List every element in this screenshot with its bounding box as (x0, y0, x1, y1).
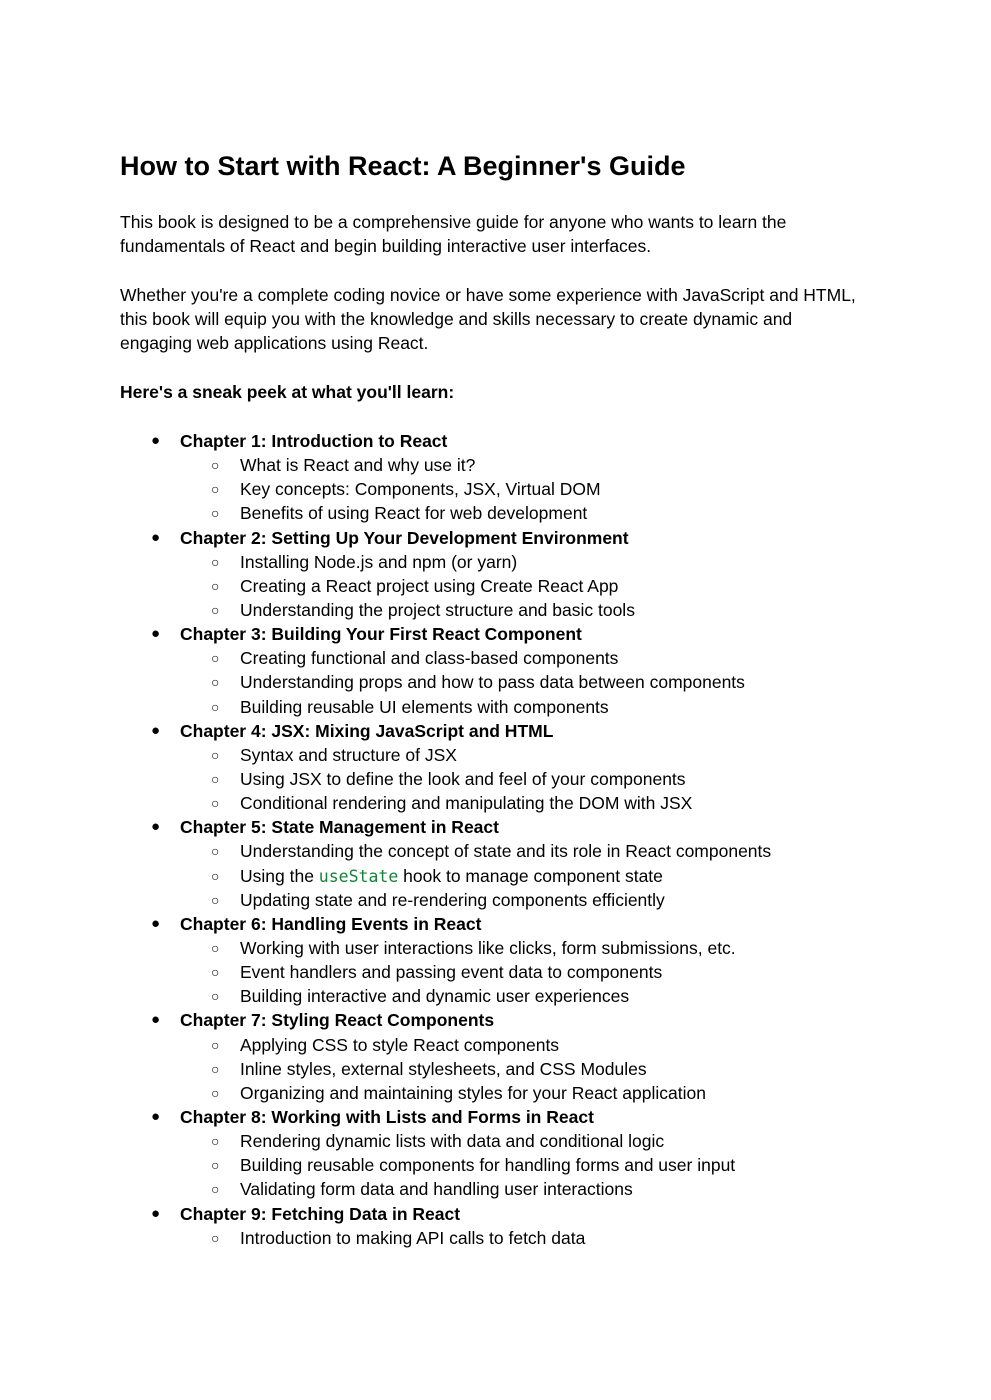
hollow-bullet-icon: ○ (211, 601, 220, 618)
topic-item (120, 695, 860, 719)
topic-item (120, 791, 860, 815)
filled-bullet-icon: ● (151, 1107, 161, 1125)
topic-item (120, 1226, 860, 1250)
hollow-bullet-icon: ○ (211, 1133, 220, 1150)
topic-text: Validating form data and handling user interactions (240, 1179, 633, 1200)
topic-item (120, 1153, 860, 1177)
chapter-item (120, 719, 860, 743)
hollow-bullet-icon: ○ (211, 988, 220, 1005)
intro-paragraph-2: Whether you're a complete coding novice or have some experience with JavaScript and HTML, this book will equip you with the knowledge and skills necessary to create dynamic and engaging web applications using React. (120, 285, 856, 353)
topic-item (120, 743, 860, 767)
chapter-item (120, 429, 860, 453)
topic-item (120, 960, 860, 984)
hollow-bullet-icon: ○ (211, 795, 220, 812)
hollow-bullet-icon: ○ (211, 1229, 220, 1246)
topic-text: Creating functional and class-based components (240, 648, 619, 669)
filled-bullet-icon: ● (151, 432, 161, 449)
topic-item (120, 1057, 860, 1081)
topic-text: Inline styles, external stylesheets, and CSS Modules (240, 1058, 647, 1079)
topic-item (120, 1033, 860, 1057)
topic-text: Building reusable components for handling forms and user input (240, 1155, 736, 1176)
hollow-bullet-icon: ○ (211, 505, 220, 522)
topic-item (120, 1129, 860, 1153)
chapter-title: Chapter 7: Styling React Components (180, 1010, 495, 1031)
topic-item (120, 646, 860, 670)
topic-text: What is React and why use it? (240, 455, 476, 476)
hollow-bullet-icon: ○ (211, 746, 220, 763)
hollow-bullet-icon: ○ (211, 1060, 220, 1077)
hollow-bullet-icon: ○ (211, 457, 220, 474)
topic-item (120, 767, 860, 791)
topic-text: Understanding the project structure and basic tools (240, 599, 635, 620)
lead-in-heading: Here's a sneak peek at what you'll learn: (120, 382, 455, 402)
chapter-item (120, 1008, 860, 1032)
filled-bullet-icon: ● (151, 914, 161, 932)
topic-item (120, 453, 860, 477)
topic-text: Building reusable UI elements with components (240, 696, 609, 717)
topic-text (240, 864, 663, 889)
topic-item (120, 1177, 860, 1201)
chapter-item (120, 815, 860, 839)
chapter-title: Chapter 6: Handling Events in React (180, 913, 482, 934)
hollow-bullet-icon: ○ (211, 577, 220, 594)
hollow-bullet-icon: ○ (211, 1157, 220, 1174)
topic-item (120, 574, 860, 598)
chapter-title: Chapter 2: Setting Up Your Development Environment (180, 527, 629, 548)
topic-text: Working with user interactions like clicks, form submissions, etc. (240, 937, 736, 958)
topic-item (120, 864, 860, 888)
inline-code: useState (318, 866, 399, 886)
chapter-title: Chapter 8: Working with Lists and Forms in React (180, 1106, 594, 1127)
topic-text: Building interactive and dynamic user experiences (240, 986, 630, 1007)
topic-item (120, 1081, 860, 1105)
hollow-bullet-icon: ○ (211, 481, 220, 498)
topic-text: Rendering dynamic lists with data and conditional logic (240, 1131, 665, 1152)
hollow-bullet-icon: ○ (211, 867, 220, 884)
hollow-bullet-icon: ○ (211, 939, 220, 956)
topic-text: Introduction to making API calls to fetch data (240, 1227, 586, 1248)
topic-text: Organizing and maintaining styles for your React application (240, 1082, 706, 1103)
topic-text: Understanding the concept of state and its role in React components (240, 841, 772, 862)
filled-bullet-icon: ● (151, 818, 161, 836)
topic-item (120, 839, 860, 863)
filled-bullet-icon: ● (151, 528, 161, 546)
topic-item (120, 984, 860, 1008)
topic-text: Syntax and structure of JSX (240, 744, 457, 765)
filled-bullet-icon: ● (151, 1204, 161, 1222)
hollow-bullet-icon: ○ (211, 843, 220, 860)
hollow-bullet-icon: ○ (211, 698, 220, 715)
hollow-bullet-icon: ○ (211, 1181, 220, 1198)
intro-paragraph-1: This book is designed to be a comprehensive guide for anyone who wants to learn the fundamentals of React and begin building interactive user interfaces. (120, 212, 787, 256)
chapter-title: Chapter 4: JSX: Mixing JavaScript and HTML (180, 720, 554, 741)
topic-item (120, 550, 860, 574)
topic-text: Key concepts: Components, JSX, Virtual DOM (240, 479, 601, 500)
chapter-title: Chapter 3: Building Your First React Component (180, 624, 582, 645)
topic-item (120, 670, 860, 694)
topic-item (120, 598, 860, 622)
hollow-bullet-icon: ○ (211, 650, 220, 667)
chapter-outline (120, 429, 860, 1250)
topic-text: Creating a React project using Create React App (240, 575, 619, 596)
topic-text: Understanding props and how to pass data between components (240, 672, 745, 693)
chapter-item (120, 622, 860, 646)
document-title: How to Start with React: A Beginner's Guide (120, 151, 686, 181)
chapter-title: Chapter 1: Introduction to React (180, 431, 448, 451)
hollow-bullet-icon: ○ (211, 553, 220, 570)
topic-item (120, 888, 860, 912)
chapter-item (120, 1202, 860, 1226)
hollow-bullet-icon: ○ (211, 1084, 220, 1101)
topic-text-after: hook to manage component state (398, 865, 663, 886)
topic-text: Conditional rendering and manipulating the DOM with JSX (240, 793, 693, 814)
topic-text: Applying CSS to style React components (240, 1034, 560, 1055)
filled-bullet-icon: ● (151, 1011, 161, 1029)
topic-text: Updating state and re-rendering components efficiently (240, 889, 665, 910)
chapter-item (120, 526, 860, 550)
chapter-title: Chapter 5: State Management in React (180, 817, 499, 838)
topic-item (120, 936, 860, 960)
chapter-item (120, 912, 860, 936)
topic-item (120, 501, 860, 525)
hollow-bullet-icon: ○ (211, 964, 220, 981)
filled-bullet-icon: ● (151, 721, 161, 739)
filled-bullet-icon: ● (151, 625, 161, 643)
chapter-title: Chapter 9: Fetching Data in React (180, 1203, 461, 1224)
chapter-item (120, 1105, 860, 1129)
hollow-bullet-icon: ○ (211, 1036, 220, 1053)
topic-text-before: Using the (240, 865, 319, 886)
hollow-bullet-icon: ○ (211, 674, 220, 691)
topic-text: Benefits of using React for web development (240, 503, 588, 524)
hollow-bullet-icon: ○ (211, 770, 220, 787)
topic-text: Event handlers and passing event data to components (240, 962, 663, 983)
topic-text: Using JSX to define the look and feel of your components (240, 768, 686, 789)
hollow-bullet-icon: ○ (211, 891, 220, 908)
topic-item (120, 477, 860, 501)
topic-text: Installing Node.js and npm (or yarn) (240, 551, 518, 572)
